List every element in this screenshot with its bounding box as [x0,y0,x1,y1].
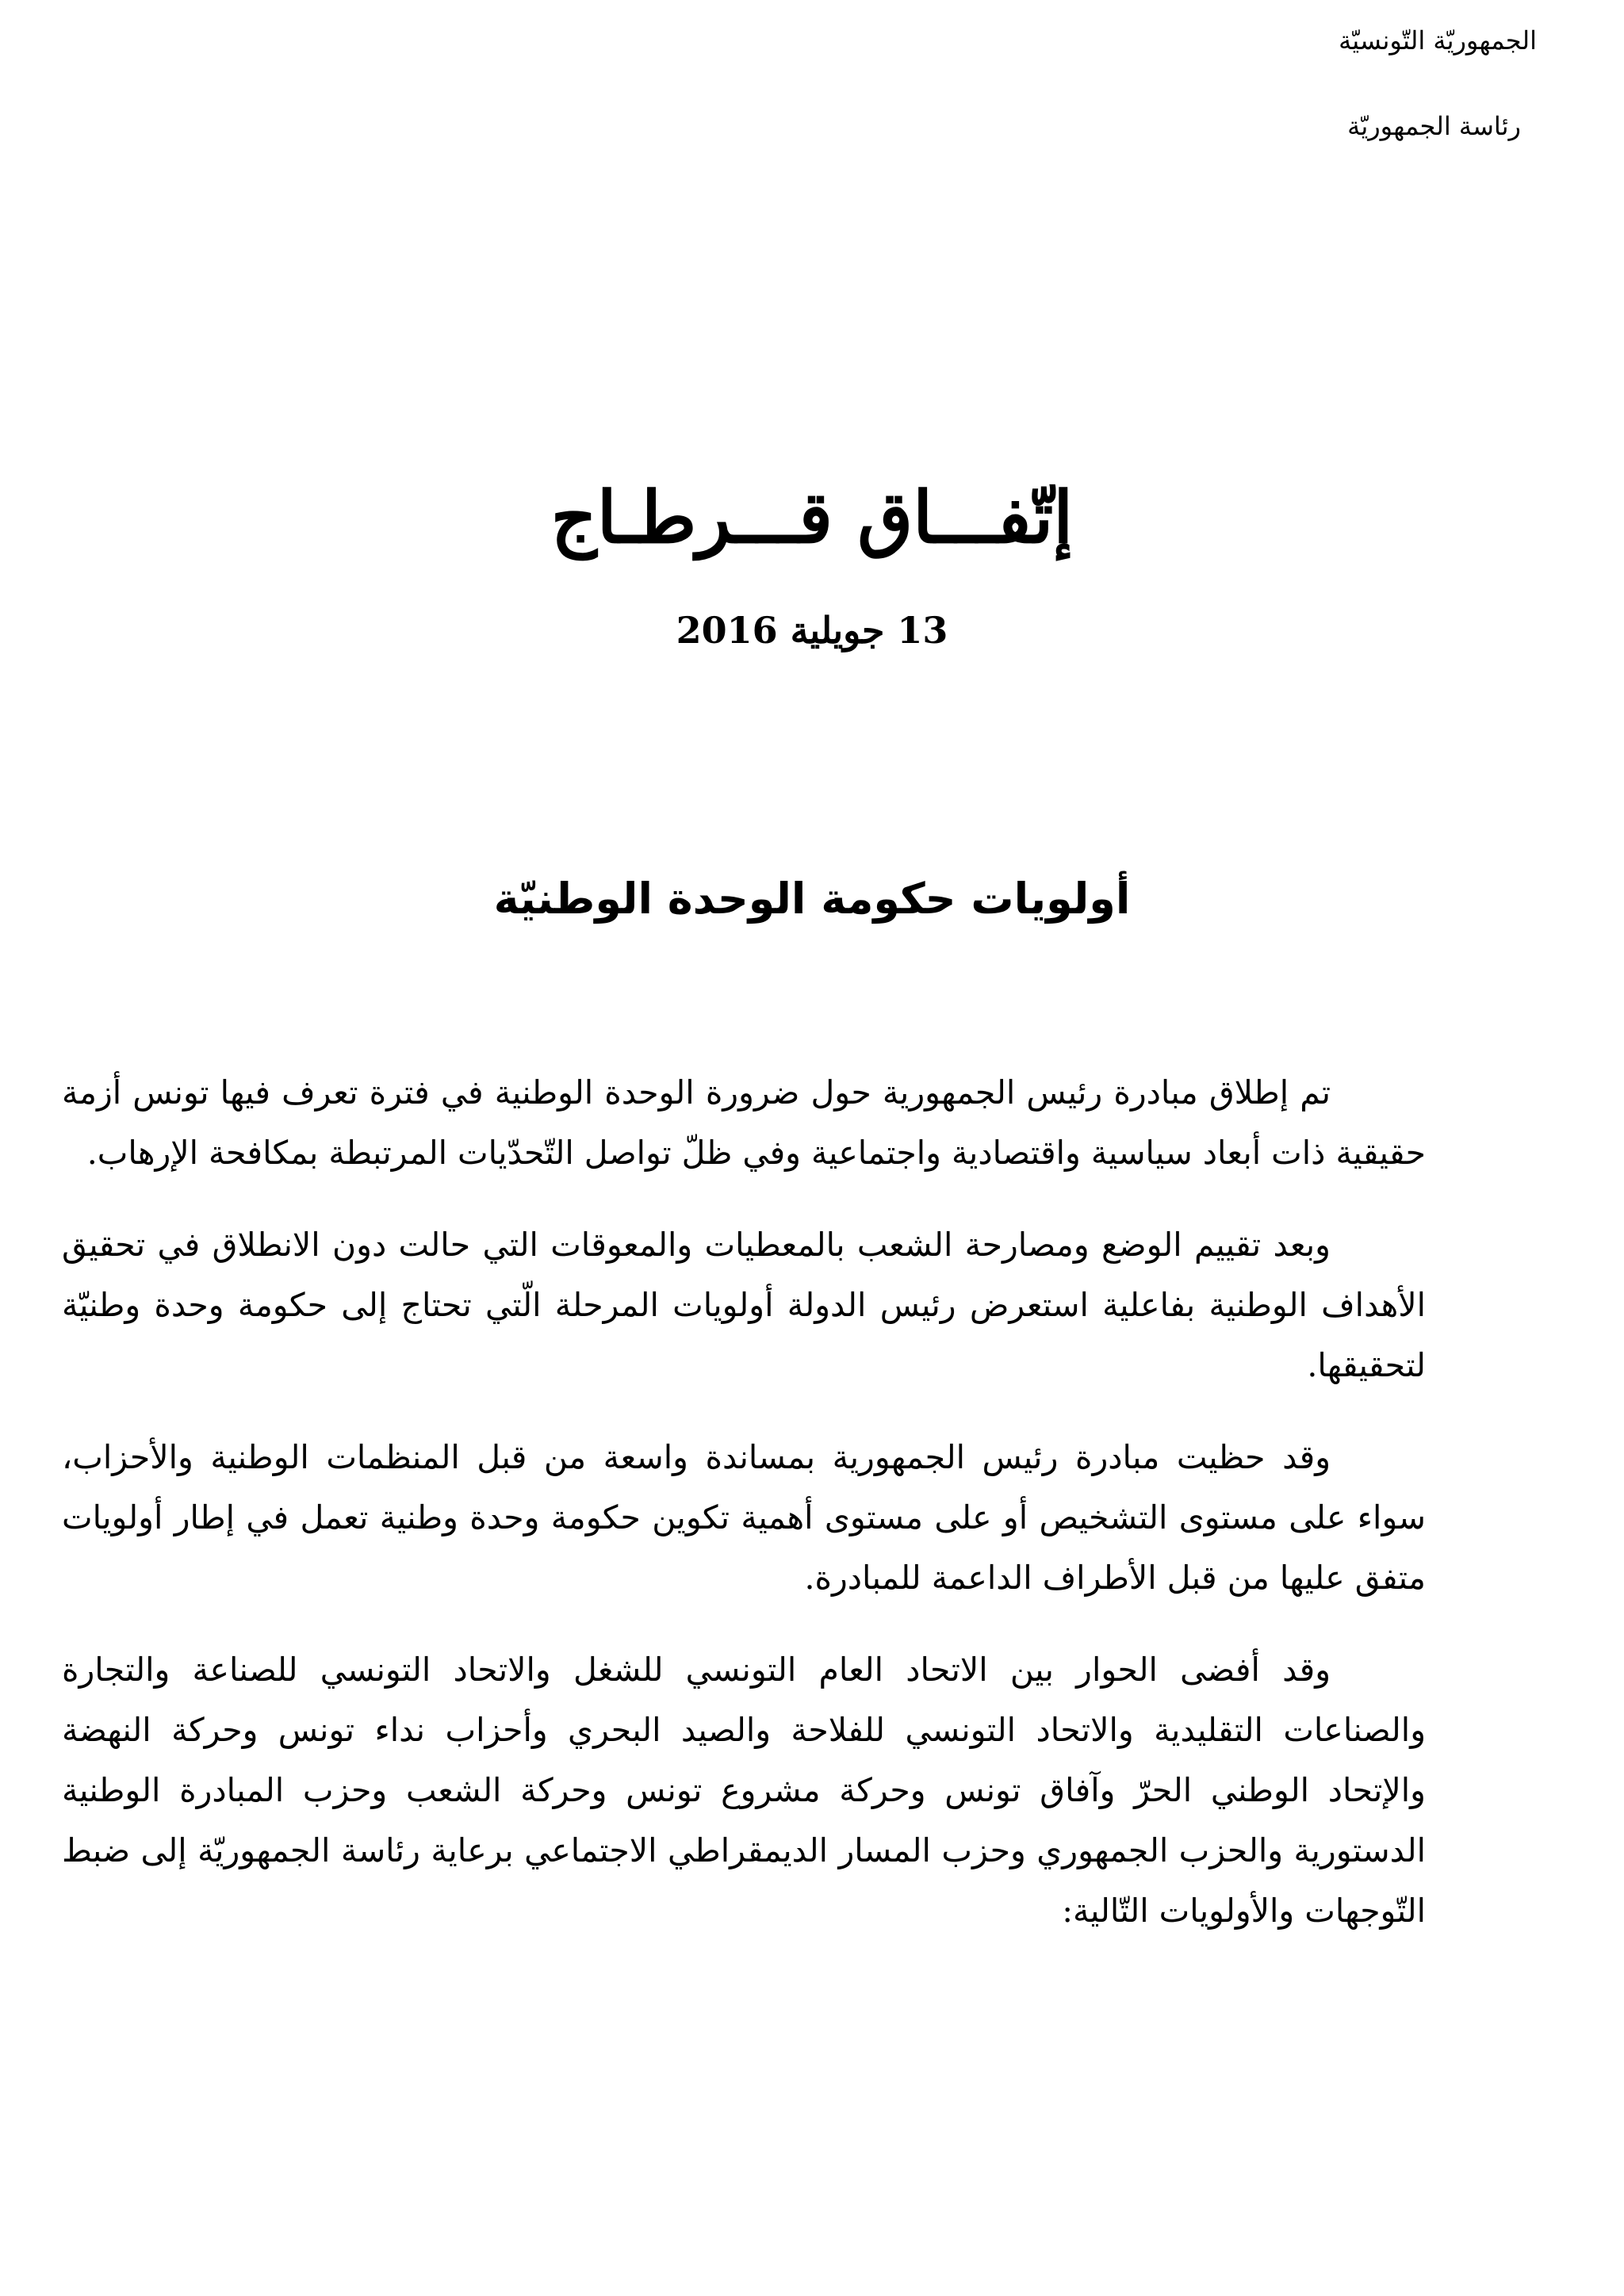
letterhead-presidency: رئاسة الجمهوريّة [1347,111,1521,141]
letterhead-republic: الجمهوريّة التّونسيّة [1339,25,1537,55]
body-text [62,1062,1426,1973]
section-heading: أولويات حكومة الوحدة الوطنيّة [493,874,1131,924]
paragraph-2: وبعد تقييم الوضع ومصارحة الشعب بالمعطيات والمعوقات التي حالت دون الانطلاق في تحقيق الأهداف الوطنية بفاعلية استعرض رئيس الدولة أولويات المرحلة الّتي تحتاج إلى حكومة وحدة وطنيّة لتحقيقها. [62,1226,1426,1384]
paragraph-3: وقد حظيت مبادرة رئيس الجمهورية بمساندة واسعة من قبل المنظمات الوطنية والأحزاب، سواء على مستوى التشخيص أو على مستوى أهمية تكوين حكومة وحدة وطنية تعمل في إطار أولويات متفق عليها من قبل الأطراف الداعمة للمبادرة. [62,1438,1426,1597]
document-title: إتّفـــاق قـــرطـاج [550,476,1074,560]
paragraph-4: وقد أفضى الحوار بين الاتحاد العام التونسي للشغل والاتحاد التونسي للصناعة والتجارة والصناعات التقليدية والاتحاد التونسي للفلاحة والصيد البحري وأحزاب نداء تونس وحركة النهضة والإتحاد الوطني الحرّ وآفاق تونس وحركة مشروع تونس وحركة الشعب وحزب المبادرة الوطنية الدستورية والحزب الجمهوري وحزب المسار الديمقراطي الاجتماعي برعاية رئاسة الجمهوريّة إلى ضبط التّوجهات والأولويات التّالية: [62,1651,1426,1930]
paragraph-1: تم إطلاق مبادرة رئيس الجمهورية حول ضرورة الوحدة الوطنية في فترة تعرف فيها تونس أزمة حقيقية ذات أبعاد سياسية واقتصادية واجتماعية وفي ظلّ تواصل التّحدّيات المرتبطة بمكافحة الإرهاب. [62,1073,1426,1172]
document-date: 13 جويلية 2016 [676,609,948,652]
